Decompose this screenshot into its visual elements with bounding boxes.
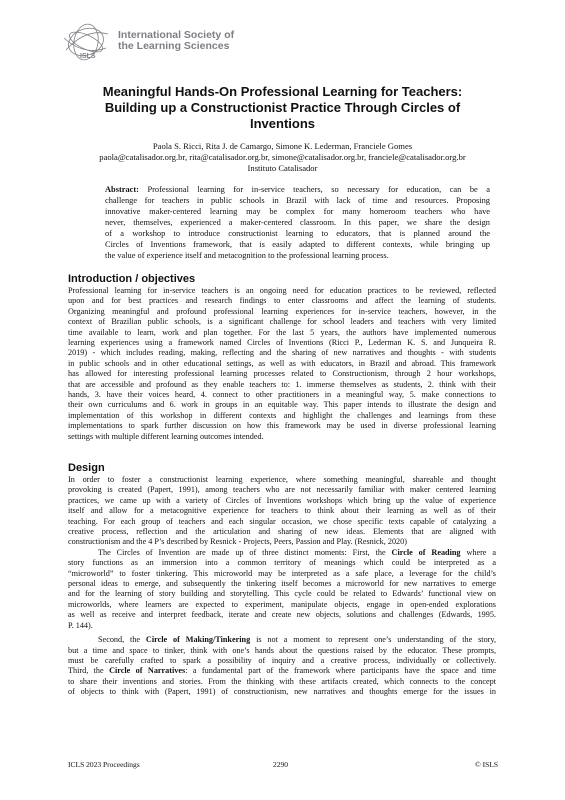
circle-of-making-term: Circle of Making/Tinkering bbox=[145, 635, 251, 645]
paper-title bbox=[40, 84, 525, 132]
paragraph-line: constructionism and the 4 P’s described by Resnick - Projects, Peers, Passion and Play. (Resnick, 2020) bbox=[68, 537, 407, 547]
circle-of-narratives-term: Circle of Narratives bbox=[109, 666, 186, 676]
isls-logo-text: ISLS bbox=[80, 53, 96, 60]
paragraph-line: of objects to think with (Papert, 1991) of constructionism, new narratives and thoughts emerge for the issues in bbox=[68, 687, 496, 697]
design-paragraph bbox=[68, 475, 496, 698]
paragraph-line: The Circles of Invention are made up of three distinct moments: First, the Circle of Reading where a bbox=[98, 547, 496, 557]
title-line: Inventions bbox=[249, 116, 315, 131]
abstract-line: the value of experience itself and metacognition to the professional learning process. bbox=[105, 251, 389, 260]
paragraph-line: implementations to spark further discussion on how this framework may be used in diverse professional learning bbox=[68, 421, 496, 431]
section-title-introduction: Introduction / objectives bbox=[68, 273, 196, 285]
paragraph-line: implementation of this workshop in different contexts and highlight the challenges and learnings from these bbox=[68, 410, 496, 420]
author-emails: paola@catalisador.org.br, rita@catalisador.org.br, simone@catalisador.org.br, franciele@catalisador.org.br bbox=[99, 152, 466, 162]
paragraph-line: has allowed for interesting professional learning processes related to Constructionism, through 2 hour workshops, bbox=[68, 369, 496, 379]
paragraph-line: itself and allow for a metacognitive experience for teachers to think about their learning as well as of their bbox=[68, 506, 496, 516]
footer-copyright: © ISLS bbox=[475, 760, 498, 769]
paragraph-line: in public schools and in other educational settings, as well as with educators, in Brazil and abroad. This framework bbox=[68, 358, 496, 368]
abstract-line: never, themselves, experienced a maker-centered classroom. In this paper, we share the design bbox=[105, 218, 490, 227]
abstract-line: challenge for teachers in public schools in Brazil with lack of time and resources. Proposing bbox=[105, 196, 490, 205]
paragraph-line: context of Brazilian public schools, is a significant challenge for school leaders and teachers with very limited bbox=[68, 317, 496, 327]
page-number: 2290 bbox=[273, 760, 288, 769]
abstract bbox=[105, 184, 490, 261]
paragraph-line: Third, the Circle of Narratives: a fundamental part of the framework where participants have the space and time bbox=[68, 666, 496, 676]
paragraph-line: and for the learning of story building and storytelling. This cycle could be related to Edwards’ functional view on bbox=[68, 589, 496, 599]
abstract-line: innovative maker-centered learning may be complex for many homeroom teachers who have bbox=[105, 207, 490, 216]
author-institution: Instituto Catalisador bbox=[247, 163, 318, 173]
author-block bbox=[30, 141, 535, 174]
org-name-line1: International Society of bbox=[118, 29, 235, 41]
paragraph-line: Organizing meaningful and profound professional learning experiences for in-service teachers, however, in the bbox=[68, 306, 496, 316]
paragraph-line: time available to learn, work and plan together. For the last 5 years, the authors have implemented numerous bbox=[68, 327, 496, 337]
paragraph-line: In order to foster a constructionist learning experience, where something meaningful, shareable and thought bbox=[68, 475, 496, 484]
paragraph-line: personal ideas to emerge, and subsequently the tinkering itself becomes a microworld for new narratives to emerge bbox=[68, 579, 496, 589]
org-name-line2: the Learning Sciences bbox=[118, 39, 230, 52]
paragraph-line: learning experiences using a framework named Circles of Inventions (Ricci P., Lederman K. S. and Junqueira R. bbox=[68, 338, 496, 348]
abstract-label: Abstract: bbox=[105, 185, 139, 194]
paragraph-line: creative process, reflection and the articulation and sharing of new ideas. Elements that are aligned with bbox=[68, 527, 496, 537]
isls-globe-icon bbox=[60, 20, 112, 64]
title-line: Meaningful Hands-On Professional Learning for Teachers: bbox=[102, 84, 463, 99]
footer-proceedings: ICLS 2023 Proceedings bbox=[68, 760, 140, 769]
paragraph-line: teaching. For each group of teachers and each singular occasion, we chose specific texts capable of catalyzing a bbox=[68, 516, 496, 526]
intro-paragraph bbox=[68, 286, 496, 442]
abstract-line: Circles of Inventions framework, that is easily adapted to different contexts, while bringing up bbox=[105, 240, 490, 249]
paragraph-line: story functions as an immersion into a common territory of meanings which could be interpreted as a bbox=[68, 558, 496, 568]
paragraph-line: settings with multiple different learning outcomes intended. bbox=[68, 431, 264, 441]
circle-of-reading-term: Circle of Reading bbox=[391, 547, 461, 557]
abstract-line: of a workshop to introduce constructionist learning to educators, that is planned around the bbox=[105, 229, 490, 238]
paragraph-line: upon and for best practices and research findings to enter classrooms and affect the learning of students. bbox=[68, 296, 496, 306]
paragraph-line: their own curriculums and 6. work in groups in an equitable way. This paper intends to illustrate the design and bbox=[68, 400, 496, 410]
paragraph-line: “microworld” to foster tinkering. This microworld may be interpreted as a safe place, a leverage for the child’s bbox=[68, 568, 496, 578]
paragraph-line: but a time and space to tinker, think with one’s hands about the questions raised by the educator. These prompts, bbox=[68, 645, 496, 655]
paragraph-line: practices, we came up with a variety of Circles of Inventions workshops which bring up the value of experience bbox=[68, 495, 496, 505]
paragraph-line: hands, 3. have their voices heard, 4. connect to other practitioners in a meaningful way, 5. make connections to bbox=[68, 390, 496, 400]
paragraph-line: to share their inventions and stories. From the thinking with these artifacts created, which connects to the concept bbox=[68, 676, 496, 686]
paragraph-line: Second, the Circle of Making/Tinkering is not a moment to represent one’s understanding of the story, bbox=[98, 635, 496, 645]
paragraph-line: that are accessible and profound as they enable teachers to: 1. immerse themselves as students, 2. think with their bbox=[68, 379, 496, 389]
paragraph-line: P. 144). bbox=[68, 620, 93, 630]
paragraph-line: must be carefully crafted to spark a possibility of inquiry and a creative process, individually or collectively. bbox=[68, 655, 496, 665]
section-title-design: Design bbox=[68, 462, 105, 474]
org-name bbox=[118, 30, 234, 51]
abstract-line: Abstract: Professional learning for in-service teachers, so necessary for education, can be a bbox=[105, 185, 490, 194]
author-names: Paola S. Ricci, Rita J. de Camargo, Simone K. Lederman, Franciele Gomes bbox=[152, 141, 413, 151]
paragraph-line: provoking is created (Papert, 1991), among teachers who are not necessarily familiar with maker centered learning bbox=[68, 485, 496, 495]
isls-logo bbox=[60, 20, 260, 64]
paragraph-line: 2019) - which includes reading, making, reflecting and the sharing of new narratives and thoughts - with students bbox=[68, 348, 496, 358]
paragraph-line: Professional learning for in-service teachers is an ongoing need for education practices to be reviewed, reflected bbox=[68, 286, 496, 295]
title-line: Building up a Constructionist Practice Through Circles of bbox=[104, 100, 461, 115]
paragraph-line: microworlds, where learners are expected to experiment, manipulate objects, engage in open-ended explorations bbox=[68, 599, 496, 609]
paragraph-line: as well as receive and interpret feedback, iterate and create new objects, solutions and challenges (Edwards, 1995. bbox=[68, 610, 496, 620]
